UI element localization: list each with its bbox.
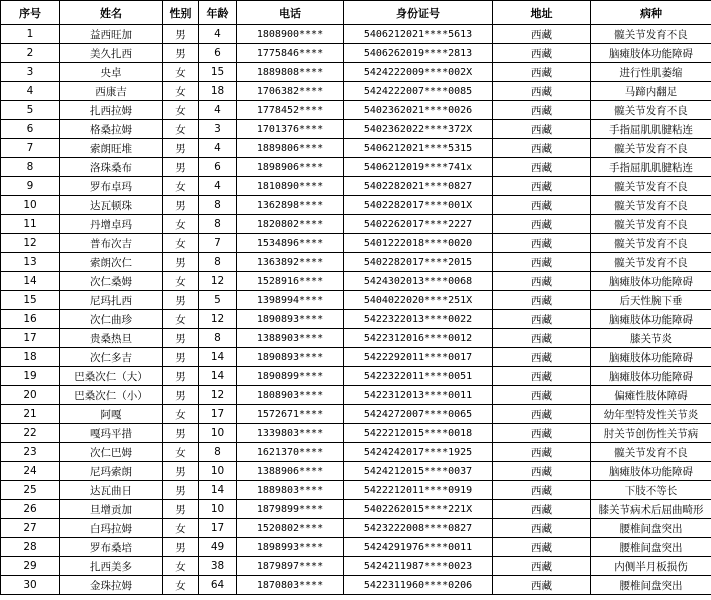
cell-disease[interactable]: 腰椎间盘突出	[591, 519, 711, 538]
cell-age[interactable]: 64	[199, 576, 237, 595]
cell-gender[interactable]: 男	[163, 44, 199, 63]
cell-address[interactable]: 西藏	[493, 177, 591, 196]
cell-gender[interactable]: 女	[163, 405, 199, 424]
cell-age[interactable]: 14	[199, 481, 237, 500]
cell-address[interactable]: 西藏	[493, 25, 591, 44]
cell-phone[interactable]: 1820802****	[237, 215, 344, 234]
cell-address[interactable]: 西藏	[493, 443, 591, 462]
cell-disease[interactable]: 膝关节炎	[591, 329, 711, 348]
cell-seq[interactable]: 16	[1, 310, 60, 329]
cell-id-number[interactable]: 5402362022****372X	[344, 120, 493, 139]
cell-id-number[interactable]: 5402262017****2227	[344, 215, 493, 234]
cell-address[interactable]: 西藏	[493, 63, 591, 82]
table-row	[1, 158, 711, 177]
cell-id-number[interactable]: 5422311960****0206	[344, 576, 493, 595]
cell-id-number[interactable]: 5406212021****5315	[344, 139, 493, 158]
cell-age[interactable]: 4	[199, 139, 237, 158]
cell-seq[interactable]: 11	[1, 215, 60, 234]
cell-age[interactable]: 4	[199, 177, 237, 196]
cell-address[interactable]: 西藏	[493, 500, 591, 519]
cell-address[interactable]: 西藏	[493, 538, 591, 557]
cell-disease[interactable]: 脑瘫肢体功能障碍	[591, 462, 711, 481]
cell-name[interactable]: 西康吉	[60, 82, 163, 101]
cell-address[interactable]: 西藏	[493, 101, 591, 120]
table-row	[1, 215, 711, 234]
cell-name[interactable]: 白玛拉姆	[60, 519, 163, 538]
cell-age[interactable]: 8	[199, 196, 237, 215]
cell-name[interactable]: 嘎玛平措	[60, 424, 163, 443]
cell-disease[interactable]: 髋关节发育不良	[591, 139, 711, 158]
cell-id-number[interactable]: 5402282021****0827	[344, 177, 493, 196]
cell-age[interactable]: 15	[199, 63, 237, 82]
table-row	[1, 63, 711, 82]
cell-id-number[interactable]: 5422212015****0018	[344, 424, 493, 443]
cell-seq[interactable]: 15	[1, 291, 60, 310]
cell-seq[interactable]: 3	[1, 63, 60, 82]
cell-phone[interactable]: 1778452****	[237, 101, 344, 120]
cell-address[interactable]: 西藏	[493, 120, 591, 139]
header-address: 地址	[493, 1, 591, 25]
cell-phone[interactable]: 1808900****	[237, 25, 344, 44]
cell-gender[interactable]: 女	[163, 177, 199, 196]
header-name: 姓名	[60, 1, 163, 25]
cell-address[interactable]: 西藏	[493, 405, 591, 424]
cell-seq[interactable]: 19	[1, 367, 60, 386]
cell-gender[interactable]: 男	[163, 291, 199, 310]
cell-name[interactable]: 次仁桑姆	[60, 272, 163, 291]
cell-name[interactable]: 巴桑次仁（小）	[60, 386, 163, 405]
cell-age[interactable]: 8	[199, 215, 237, 234]
cell-gender[interactable]: 女	[163, 215, 199, 234]
cell-disease[interactable]: 脑瘫肢体功能障碍	[591, 44, 711, 63]
cell-gender[interactable]: 女	[163, 576, 199, 595]
cell-seq[interactable]: 27	[1, 519, 60, 538]
cell-address[interactable]: 西藏	[493, 82, 591, 101]
cell-seq[interactable]: 22	[1, 424, 60, 443]
cell-gender[interactable]: 男	[163, 196, 199, 215]
cell-phone[interactable]: 1870803****	[237, 576, 344, 595]
cell-seq[interactable]: 7	[1, 139, 60, 158]
table-row	[1, 253, 711, 272]
cell-id-number[interactable]: 5406212021****5613	[344, 25, 493, 44]
cell-age[interactable]: 14	[199, 367, 237, 386]
cell-phone[interactable]: 1706382****	[237, 82, 344, 101]
cell-age[interactable]: 14	[199, 348, 237, 367]
table-row	[1, 557, 711, 576]
cell-phone[interactable]: 1534896****	[237, 234, 344, 253]
cell-phone[interactable]: 1889806****	[237, 139, 344, 158]
table-row	[1, 177, 711, 196]
header-seq: 序号	[1, 1, 60, 25]
cell-gender[interactable]: 女	[163, 557, 199, 576]
cell-address[interactable]: 西藏	[493, 158, 591, 177]
cell-gender[interactable]: 女	[163, 443, 199, 462]
cell-gender[interactable]: 女	[163, 519, 199, 538]
cell-id-number[interactable]: 5424242017****1925	[344, 443, 493, 462]
cell-phone[interactable]: 1890899****	[237, 367, 344, 386]
cell-gender[interactable]: 女	[163, 234, 199, 253]
table-row	[1, 139, 711, 158]
cell-phone[interactable]: 1879897****	[237, 557, 344, 576]
cell-phone[interactable]: 1398994****	[237, 291, 344, 310]
cell-seq[interactable]: 8	[1, 158, 60, 177]
cell-seq[interactable]: 29	[1, 557, 60, 576]
cell-address[interactable]: 西藏	[493, 462, 591, 481]
cell-phone[interactable]: 1701376****	[237, 120, 344, 139]
cell-id-number[interactable]: 5424212015****0037	[344, 462, 493, 481]
cell-address[interactable]: 西藏	[493, 253, 591, 272]
cell-age[interactable]: 17	[199, 405, 237, 424]
cell-disease[interactable]: 腰椎间盘突出	[591, 576, 711, 595]
cell-name[interactable]: 尼玛扎西	[60, 291, 163, 310]
cell-seq[interactable]: 2	[1, 44, 60, 63]
cell-age[interactable]: 8	[199, 443, 237, 462]
cell-disease[interactable]: 脑瘫肢体功能障碍	[591, 272, 711, 291]
cell-address[interactable]: 西藏	[493, 557, 591, 576]
cell-name[interactable]: 美久扎西	[60, 44, 163, 63]
header-row	[1, 1, 711, 25]
cell-gender[interactable]: 男	[163, 386, 199, 405]
cell-phone[interactable]: 1572671****	[237, 405, 344, 424]
cell-id-number[interactable]: 5422322013****0022	[344, 310, 493, 329]
cell-gender[interactable]: 男	[163, 367, 199, 386]
cell-age[interactable]: 8	[199, 253, 237, 272]
cell-phone[interactable]: 1388906****	[237, 462, 344, 481]
cell-address[interactable]: 西藏	[493, 348, 591, 367]
cell-gender[interactable]: 女	[163, 101, 199, 120]
cell-age[interactable]: 12	[199, 272, 237, 291]
cell-name[interactable]: 普布次吉	[60, 234, 163, 253]
header-phone: 电话	[237, 1, 344, 25]
cell-seq[interactable]: 30	[1, 576, 60, 595]
cell-age[interactable]: 8	[199, 329, 237, 348]
cell-seq[interactable]: 12	[1, 234, 60, 253]
cell-disease[interactable]: 下肢不等长	[591, 481, 711, 500]
cell-seq[interactable]: 25	[1, 481, 60, 500]
cell-disease[interactable]: 髋关节发育不良	[591, 25, 711, 44]
cell-gender[interactable]: 男	[163, 500, 199, 519]
table-row	[1, 291, 711, 310]
table-row	[1, 538, 711, 557]
cell-seq[interactable]: 9	[1, 177, 60, 196]
cell-name[interactable]: 索朗次仁	[60, 253, 163, 272]
cell-disease[interactable]: 后天性腕下垂	[591, 291, 711, 310]
cell-age[interactable]: 5	[199, 291, 237, 310]
cell-phone[interactable]: 1879899****	[237, 500, 344, 519]
cell-name[interactable]: 丹增卓玛	[60, 215, 163, 234]
cell-seq[interactable]: 18	[1, 348, 60, 367]
table-row	[1, 310, 711, 329]
table-row	[1, 348, 711, 367]
cell-address[interactable]: 西藏	[493, 519, 591, 538]
table-body	[1, 25, 711, 595]
header-id-number: 身份证号	[344, 1, 493, 25]
cell-id-number[interactable]: 5424222009****002X	[344, 63, 493, 82]
cell-age[interactable]: 38	[199, 557, 237, 576]
cell-disease[interactable]: 膝关节病术后屈曲畸形	[591, 500, 711, 519]
cell-id-number[interactable]: 5424302013****0068	[344, 272, 493, 291]
cell-id-number[interactable]: 5406262019****2813	[344, 44, 493, 63]
cell-phone[interactable]: 1621370****	[237, 443, 344, 462]
cell-address[interactable]: 西藏	[493, 215, 591, 234]
cell-name[interactable]: 尼玛索朗	[60, 462, 163, 481]
cell-disease[interactable]: 髋关节发育不良	[591, 196, 711, 215]
cell-age[interactable]: 6	[199, 44, 237, 63]
cell-name[interactable]: 巴桑次仁（大）	[60, 367, 163, 386]
table-row	[1, 101, 711, 120]
cell-address[interactable]: 西藏	[493, 329, 591, 348]
cell-disease[interactable]: 脑瘫肢体功能障碍	[591, 310, 711, 329]
table-row	[1, 44, 711, 63]
cell-address[interactable]: 西藏	[493, 139, 591, 158]
cell-seq[interactable]: 4	[1, 82, 60, 101]
cell-id-number[interactable]: 5406212019****741x	[344, 158, 493, 177]
cell-gender[interactable]: 男	[163, 158, 199, 177]
cell-name[interactable]: 贵桑热旦	[60, 329, 163, 348]
cell-seq[interactable]: 5	[1, 101, 60, 120]
cell-age[interactable]: 12	[199, 386, 237, 405]
cell-phone[interactable]: 1890893****	[237, 310, 344, 329]
cell-gender[interactable]: 男	[163, 538, 199, 557]
cell-phone[interactable]: 1775846****	[237, 44, 344, 63]
cell-seq[interactable]: 28	[1, 538, 60, 557]
cell-seq[interactable]: 10	[1, 196, 60, 215]
cell-disease[interactable]: 幼年型特发性关节炎	[591, 405, 711, 424]
cell-name[interactable]: 洛珠桑布	[60, 158, 163, 177]
table-row	[1, 519, 711, 538]
table-row	[1, 443, 711, 462]
cell-address[interactable]: 西藏	[493, 234, 591, 253]
cell-address[interactable]: 西藏	[493, 44, 591, 63]
cell-name[interactable]: 次仁曲珍	[60, 310, 163, 329]
table-row	[1, 25, 711, 44]
cell-seq[interactable]: 6	[1, 120, 60, 139]
cell-seq[interactable]: 20	[1, 386, 60, 405]
cell-phone[interactable]: 1528916****	[237, 272, 344, 291]
cell-name[interactable]: 央卓	[60, 63, 163, 82]
table-row	[1, 272, 711, 291]
cell-phone[interactable]: 1898906****	[237, 158, 344, 177]
cell-id-number[interactable]: 5404022020****251X	[344, 291, 493, 310]
cell-name[interactable]: 益西旺加	[60, 25, 163, 44]
cell-address[interactable]: 西藏	[493, 272, 591, 291]
table-row	[1, 462, 711, 481]
cell-gender[interactable]: 女	[163, 82, 199, 101]
cell-age[interactable]: 10	[199, 462, 237, 481]
cell-gender[interactable]: 女	[163, 120, 199, 139]
table-row	[1, 500, 711, 519]
table-row	[1, 576, 711, 595]
cell-phone[interactable]: 1890893****	[237, 348, 344, 367]
cell-disease[interactable]: 髋关节发育不良	[591, 234, 711, 253]
cell-disease[interactable]: 内侧半月板损伤	[591, 557, 711, 576]
cell-gender[interactable]: 女	[163, 310, 199, 329]
cell-address[interactable]: 西藏	[493, 576, 591, 595]
cell-phone[interactable]: 1898993****	[237, 538, 344, 557]
cell-name[interactable]: 扎西美多	[60, 557, 163, 576]
cell-id-number[interactable]: 5424291976****0011	[344, 538, 493, 557]
cell-gender[interactable]: 女	[163, 272, 199, 291]
cell-seq[interactable]: 13	[1, 253, 60, 272]
cell-age[interactable]: 12	[199, 310, 237, 329]
header-gender: 性别	[163, 1, 199, 25]
cell-id-number[interactable]: 5422312016****0012	[344, 329, 493, 348]
cell-seq[interactable]: 26	[1, 500, 60, 519]
cell-name[interactable]: 达瓦顿珠	[60, 196, 163, 215]
cell-age[interactable]: 17	[199, 519, 237, 538]
cell-name[interactable]: 索朗旺堆	[60, 139, 163, 158]
cell-id-number[interactable]: 5422292011****0017	[344, 348, 493, 367]
cell-address[interactable]: 西藏	[493, 481, 591, 500]
cell-age[interactable]: 18	[199, 82, 237, 101]
cell-name[interactable]: 罗布桑培	[60, 538, 163, 557]
cell-disease[interactable]: 手指屈肌肌腱粘连	[591, 120, 711, 139]
cell-gender[interactable]: 女	[163, 63, 199, 82]
cell-gender[interactable]: 男	[163, 329, 199, 348]
table-row	[1, 481, 711, 500]
table-row	[1, 386, 711, 405]
cell-address[interactable]: 西藏	[493, 310, 591, 329]
cell-disease[interactable]: 髋关节发育不良	[591, 443, 711, 462]
cell-seq[interactable]: 17	[1, 329, 60, 348]
cell-address[interactable]: 西藏	[493, 367, 591, 386]
cell-address[interactable]: 西藏	[493, 196, 591, 215]
table-row	[1, 329, 711, 348]
cell-name[interactable]: 格桑拉姆	[60, 120, 163, 139]
table-row	[1, 120, 711, 139]
cell-age[interactable]: 4	[199, 25, 237, 44]
cell-address[interactable]: 西藏	[493, 424, 591, 443]
table-row	[1, 367, 711, 386]
cell-phone[interactable]: 1889803****	[237, 481, 344, 500]
table-row	[1, 234, 711, 253]
cell-id-number[interactable]: 5424222007****0085	[344, 82, 493, 101]
cell-id-number[interactable]: 5401222018****0020	[344, 234, 493, 253]
cell-age[interactable]: 49	[199, 538, 237, 557]
cell-name[interactable]: 扎西拉姆	[60, 101, 163, 120]
cell-phone[interactable]: 1810890****	[237, 177, 344, 196]
cell-seq[interactable]: 1	[1, 25, 60, 44]
cell-disease[interactable]: 马蹄内翻足	[591, 82, 711, 101]
cell-gender[interactable]: 男	[163, 481, 199, 500]
cell-id-number[interactable]: 5422212011****0919	[344, 481, 493, 500]
cell-phone[interactable]: 1362898****	[237, 196, 344, 215]
cell-gender[interactable]: 男	[163, 348, 199, 367]
cell-name[interactable]: 阿嘎	[60, 405, 163, 424]
cell-id-number[interactable]: 5402262015****221X	[344, 500, 493, 519]
cell-disease[interactable]: 髋关节发育不良	[591, 101, 711, 120]
cell-disease[interactable]: 肘关节创伤性关节病	[591, 424, 711, 443]
cell-gender[interactable]: 男	[163, 25, 199, 44]
cell-id-number[interactable]: 5422312013****0011	[344, 386, 493, 405]
cell-gender[interactable]: 男	[163, 139, 199, 158]
cell-id-number[interactable]: 5402362021****0026	[344, 101, 493, 120]
cell-disease[interactable]: 进行性肌萎缩	[591, 63, 711, 82]
cell-name[interactable]: 金珠拉姆	[60, 576, 163, 595]
cell-disease[interactable]: 髋关节发育不良	[591, 253, 711, 272]
cell-phone[interactable]: 1339803****	[237, 424, 344, 443]
cell-age[interactable]: 6	[199, 158, 237, 177]
cell-disease[interactable]: 偏瘫性肢体障碍	[591, 386, 711, 405]
cell-gender[interactable]: 男	[163, 253, 199, 272]
table-row	[1, 82, 711, 101]
cell-id-number[interactable]: 5422322011****0051	[344, 367, 493, 386]
cell-disease[interactable]: 脑瘫肢体功能障碍	[591, 348, 711, 367]
cell-phone[interactable]: 1520802****	[237, 519, 344, 538]
cell-seq[interactable]: 24	[1, 462, 60, 481]
cell-disease[interactable]: 手指屈肌肌腱粘连	[591, 158, 711, 177]
cell-id-number[interactable]: 5424272007****0065	[344, 405, 493, 424]
cell-age[interactable]: 4	[199, 101, 237, 120]
cell-seq[interactable]: 14	[1, 272, 60, 291]
cell-seq[interactable]: 23	[1, 443, 60, 462]
cell-disease[interactable]: 脑瘫肢体功能障碍	[591, 367, 711, 386]
cell-id-number[interactable]: 5402282017****001X	[344, 196, 493, 215]
cell-age[interactable]: 7	[199, 234, 237, 253]
cell-age[interactable]: 10	[199, 500, 237, 519]
cell-phone[interactable]: 1363892****	[237, 253, 344, 272]
cell-name[interactable]: 罗布卓玛	[60, 177, 163, 196]
cell-name[interactable]: 旦增贡加	[60, 500, 163, 519]
cell-id-number[interactable]: 5402282017****2015	[344, 253, 493, 272]
cell-gender[interactable]: 男	[163, 424, 199, 443]
cell-disease[interactable]: 腰椎间盘突出	[591, 538, 711, 557]
cell-id-number[interactable]: 5423222008****0827	[344, 519, 493, 538]
cell-age[interactable]: 10	[199, 424, 237, 443]
cell-name[interactable]: 达瓦曲日	[60, 481, 163, 500]
header-age: 年龄	[199, 1, 237, 25]
cell-id-number[interactable]: 5424211987****0023	[344, 557, 493, 576]
cell-phone[interactable]: 1388903****	[237, 329, 344, 348]
cell-phone[interactable]: 1808903****	[237, 386, 344, 405]
cell-seq[interactable]: 21	[1, 405, 60, 424]
cell-gender[interactable]: 男	[163, 462, 199, 481]
cell-address[interactable]: 西藏	[493, 291, 591, 310]
cell-age[interactable]: 3	[199, 120, 237, 139]
cell-phone[interactable]: 1889808****	[237, 63, 344, 82]
cell-name[interactable]: 次仁巴姆	[60, 443, 163, 462]
cell-address[interactable]: 西藏	[493, 386, 591, 405]
cell-name[interactable]: 次仁多吉	[60, 348, 163, 367]
table-row	[1, 196, 711, 215]
cell-disease[interactable]: 髋关节发育不良	[591, 215, 711, 234]
table-row	[1, 405, 711, 424]
table-row	[1, 424, 711, 443]
header-disease: 病种	[591, 1, 711, 25]
cell-disease[interactable]: 髋关节发育不良	[591, 177, 711, 196]
